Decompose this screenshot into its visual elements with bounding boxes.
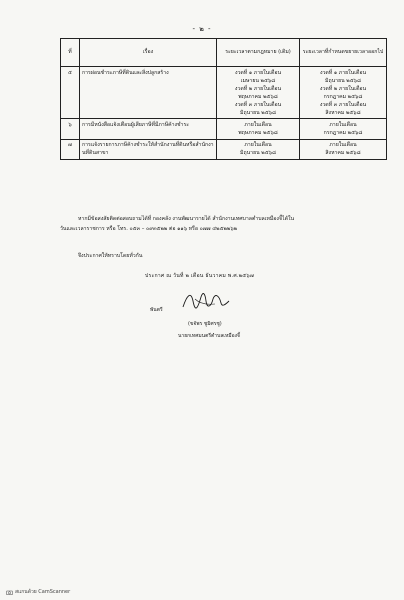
period-line: มิถุนายน ๒๕๖๘: [325, 77, 361, 84]
period-line: กรกฎาคม ๒๕๖๘: [323, 129, 363, 136]
schedule-table: [60, 38, 387, 160]
header-subject: เรื่อง: [80, 39, 217, 67]
header-extended-period: ระยะเวลาที่กำหนดขยายเวลาออกไป: [300, 39, 387, 67]
row-extended-period: [300, 139, 387, 159]
row-number: ๕: [61, 67, 80, 119]
signer-title: นายกเทศมนตรีตำบลเหมืองจี้: [178, 333, 240, 339]
period-line: ภายในเดือน: [244, 121, 272, 128]
table-header-row: [61, 39, 387, 67]
period-line: งวดที่ ๓ ภายในเดือน: [319, 101, 367, 108]
camera-icon: [6, 590, 13, 595]
handwritten-signature: [175, 287, 235, 315]
row-number: ๗: [61, 139, 80, 159]
row-number: ๖: [61, 119, 80, 139]
notice-line-2: วันและเวลาราชการ หรือ โทร. ๐๕๓ – ๐๙๓๕๒๒ ต่อ ๑๑๖ หรือ ๐๗๗ ๔๒๕๒๒๖๒: [60, 225, 238, 232]
period-line: กรกฎาคม ๒๕๖๘: [323, 93, 363, 100]
period-line: งวดที่ ๒ ภายในเดือน: [234, 85, 282, 92]
period-line: งวดที่ ๑ ภายในเดือน: [319, 69, 367, 76]
signer-rank: พันตรี: [150, 307, 163, 313]
row-subject: การมีหนังสือแจ้งเตือนผู้เสียภาษีที่มีภาษีค้างชำระ: [80, 119, 217, 139]
row-legal-period: [217, 67, 300, 119]
announcement-date: ประกาศ ณ วันที่ ๒ เดือน ธันวาคม พ.ศ.๒๕๖๗: [145, 273, 254, 279]
row-extended-period: [300, 67, 387, 119]
period-line: เมษายน ๒๕๖๘: [240, 77, 276, 84]
period-line: งวดที่ ๒ ภายในเดือน: [319, 85, 367, 92]
watermark-text: สแกนด้วย CamScanner: [15, 589, 71, 595]
period-line: งวดที่ ๑ ภายในเดือน: [234, 69, 282, 76]
period-line: ภายในเดือน: [244, 142, 272, 148]
period-line: พฤษภาคม ๒๕๖๘: [238, 129, 278, 136]
signer-name: (ขจัพร ชูมิศรชู): [188, 321, 222, 327]
period-line: พฤษภาคม ๒๕๖๘: [238, 93, 278, 100]
row-legal-period: [217, 139, 300, 159]
row-extended-period: [300, 119, 387, 139]
period-line: มิถุนายน ๒๕๖๘: [240, 150, 276, 157]
header-no: ที่: [61, 39, 80, 67]
header-legal-period: ระยะเวลาตามกฎหมาย (เดิม): [217, 39, 300, 67]
announce-statement: จึงประกาศให้ทราบโดยทั่วกัน: [78, 253, 143, 259]
contact-notice: [60, 215, 366, 235]
page-number: - ๒ -: [192, 25, 212, 33]
row-legal-period: [217, 119, 300, 139]
notice-line-1: หากมีข้อสงสัยติดต่อสอบถามได้ที่ กองคลัง งานพัฒนารายได้ สำนักงานเทศบาลตำบลเหมืองจี้ได้ใน: [78, 216, 295, 222]
period-line: ภายในเดือน: [329, 121, 357, 128]
period-line: งวดที่ ๓ ภายในเดือน: [234, 101, 282, 108]
period-line: สิงหาคม ๒๕๖๘: [325, 150, 361, 157]
period-line: ภายในเดือน: [329, 142, 357, 148]
table-row: [61, 67, 387, 119]
row-subject: การแจ้งรายการภาษีค้างชำระให้สำนักงานที่ดินหรือสำนักงานที่ดินสาขา: [80, 139, 217, 159]
scanner-watermark: [6, 588, 70, 596]
table-row: [61, 119, 387, 139]
table-row: [61, 139, 387, 159]
period-line: สิงหาคม ๒๕๖๘: [325, 109, 361, 116]
row-subject: การผ่อนชำระภาษีที่ดินและสิ่งปลูกสร้าง: [80, 67, 217, 119]
period-line: มิถุนายน ๒๕๖๘: [240, 109, 276, 116]
